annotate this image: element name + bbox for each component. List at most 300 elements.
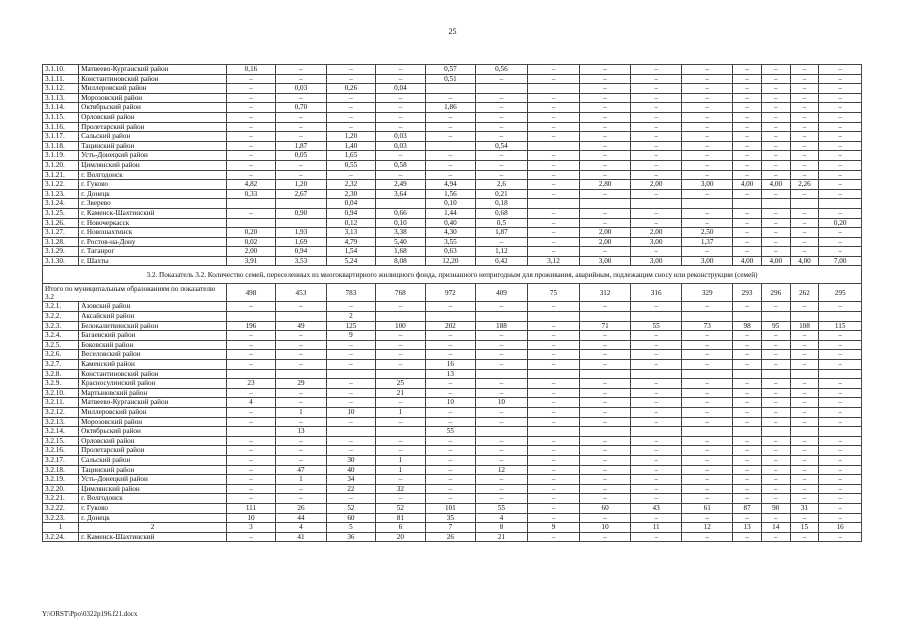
- value-cell: –: [375, 398, 425, 408]
- value-cell: –: [425, 494, 475, 504]
- value-cell: 0,94: [275, 247, 326, 257]
- total-label: Итого по муниципальным образованиям по показателю 3.2: [43, 284, 227, 302]
- row-number: 3.1.22.: [43, 180, 79, 190]
- value-cell: –: [733, 398, 762, 408]
- page-number: 25: [448, 27, 457, 36]
- value-cell: [761, 312, 790, 322]
- table-row: [43, 331, 862, 341]
- value-cell: –: [527, 455, 579, 465]
- value-cell: 2: [326, 312, 375, 322]
- row-name: Пролетарский район: [79, 446, 227, 456]
- value-cell: 0,55: [326, 160, 375, 170]
- value-cell: –: [527, 112, 579, 122]
- value-cell: –: [580, 408, 631, 418]
- value-cell: –: [761, 112, 790, 122]
- value-cell: 0,54: [475, 141, 527, 151]
- total-value: 498: [227, 284, 276, 302]
- value-cell: –: [326, 65, 375, 75]
- value-cell: [580, 427, 631, 437]
- row-number: 3.1.29.: [43, 247, 79, 257]
- value-cell: –: [631, 494, 682, 504]
- value-cell: [475, 84, 527, 94]
- value-cell: –: [527, 247, 579, 257]
- value-cell: –: [682, 408, 733, 418]
- value-cell: –: [275, 331, 326, 341]
- row-name: г. Волгодонск: [79, 170, 227, 180]
- value-cell: 40: [326, 465, 375, 475]
- value-cell: –: [275, 436, 326, 446]
- table-row: [43, 237, 862, 247]
- value-cell: –: [761, 237, 790, 247]
- value-cell: 0,20: [227, 228, 276, 238]
- total-value: 296: [761, 284, 790, 302]
- table-row: [43, 446, 862, 456]
- value-cell: –: [761, 93, 790, 103]
- value-cell: 4,00: [790, 256, 819, 266]
- value-cell: 100: [375, 321, 425, 331]
- value-cell: –: [819, 532, 862, 542]
- value-cell: –: [375, 446, 425, 456]
- row-number: 3.2.15.: [43, 436, 79, 446]
- value-cell: 4,82: [227, 180, 276, 190]
- value-cell: –: [761, 417, 790, 427]
- value-cell: [819, 199, 862, 209]
- value-cell: –: [761, 302, 790, 312]
- value-cell: –: [733, 455, 762, 465]
- value-cell: 29: [275, 379, 326, 389]
- value-cell: –: [275, 398, 326, 408]
- value-cell: [527, 312, 579, 322]
- value-cell: –: [790, 475, 819, 485]
- value-cell: –: [631, 455, 682, 465]
- value-cell: –: [275, 350, 326, 360]
- value-cell: –: [580, 218, 631, 228]
- value-cell: –: [819, 446, 862, 456]
- total-value: 329: [682, 284, 733, 302]
- value-cell: –: [227, 340, 276, 350]
- value-cell: –: [819, 360, 862, 370]
- value-cell: –: [527, 465, 579, 475]
- value-cell: –: [631, 84, 682, 94]
- value-cell: –: [819, 331, 862, 341]
- row-number: 3.2.8.: [43, 369, 79, 379]
- column-number: 6: [375, 523, 425, 533]
- value-cell: –: [475, 122, 527, 132]
- value-cell: 2,6: [475, 180, 527, 190]
- value-cell: –: [275, 417, 326, 427]
- value-cell: –: [527, 331, 579, 341]
- value-cell: –: [580, 360, 631, 370]
- value-cell: –: [227, 388, 276, 398]
- total-value: 409: [475, 284, 527, 302]
- value-cell: –: [819, 379, 862, 389]
- value-cell: 49: [275, 321, 326, 331]
- value-cell: 101: [425, 503, 475, 513]
- value-cell: –: [631, 379, 682, 389]
- row-name: г. Волгодонск: [79, 494, 227, 504]
- value-cell: –: [326, 112, 375, 122]
- value-cell: –: [580, 513, 631, 523]
- value-cell: –: [733, 331, 762, 341]
- row-number: 3.2.19.: [43, 475, 79, 485]
- value-cell: –: [527, 475, 579, 485]
- value-cell: –: [375, 475, 425, 485]
- value-cell: –: [527, 122, 579, 132]
- value-cell: –: [819, 84, 862, 94]
- value-cell: 2,26: [790, 180, 819, 190]
- value-cell: –: [819, 417, 862, 427]
- value-cell: –: [227, 360, 276, 370]
- value-cell: –: [790, 208, 819, 218]
- value-cell: –: [790, 331, 819, 341]
- table-row: [43, 360, 862, 370]
- value-cell: –: [733, 340, 762, 350]
- value-cell: –: [761, 160, 790, 170]
- value-cell: –: [682, 160, 733, 170]
- value-cell: –: [475, 237, 527, 247]
- value-cell: –: [682, 84, 733, 94]
- value-cell: –: [475, 170, 527, 180]
- value-cell: –: [227, 208, 276, 218]
- column-number: 2: [79, 523, 227, 533]
- table-row: [43, 417, 862, 427]
- value-cell: –: [733, 513, 762, 523]
- value-cell: –: [790, 302, 819, 312]
- value-cell: –: [425, 93, 475, 103]
- row-name: Веселовский район: [79, 350, 227, 360]
- table-row: [43, 302, 862, 312]
- column-number: 10: [580, 523, 631, 533]
- value-cell: [375, 427, 425, 437]
- row-name: г. Каменск-Шахтинский: [79, 208, 227, 218]
- value-cell: –: [790, 103, 819, 113]
- value-cell: –: [527, 388, 579, 398]
- value-cell: [375, 312, 425, 322]
- value-cell: –: [733, 532, 762, 542]
- row-name: г. Зверево: [79, 199, 227, 209]
- value-cell: –: [580, 331, 631, 341]
- row-name: Цимлянский район: [79, 160, 227, 170]
- value-cell: –: [790, 65, 819, 75]
- row-name: Усть-Донецкий район: [79, 475, 227, 485]
- value-cell: –: [761, 360, 790, 370]
- value-cell: –: [527, 436, 579, 446]
- value-cell: 12: [475, 465, 527, 475]
- value-cell: –: [682, 360, 733, 370]
- row-name: Миллеровский район: [79, 84, 227, 94]
- table-row: [43, 93, 862, 103]
- value-cell: –: [475, 484, 527, 494]
- row-number: 3.2.1.: [43, 302, 79, 312]
- value-cell: –: [375, 331, 425, 341]
- value-cell: 4,00: [733, 256, 762, 266]
- value-cell: –: [819, 247, 862, 257]
- value-cell: 2,00: [227, 247, 276, 257]
- value-cell: –: [580, 141, 631, 151]
- value-cell: –: [819, 93, 862, 103]
- value-cell: –: [631, 532, 682, 542]
- value-cell: –: [275, 446, 326, 456]
- value-cell: [275, 369, 326, 379]
- value-cell: –: [790, 237, 819, 247]
- value-cell: 1,86: [425, 103, 475, 113]
- value-cell: –: [580, 398, 631, 408]
- value-cell: –: [819, 170, 862, 180]
- value-cell: –: [790, 340, 819, 350]
- table-row: [43, 256, 862, 266]
- value-cell: –: [761, 331, 790, 341]
- table-row: [43, 484, 862, 494]
- value-cell: –: [819, 112, 862, 122]
- value-cell: [733, 427, 762, 437]
- value-cell: –: [227, 455, 276, 465]
- value-cell: [761, 369, 790, 379]
- value-cell: –: [475, 360, 527, 370]
- value-cell: –: [790, 132, 819, 142]
- value-cell: 3,00: [682, 256, 733, 266]
- value-cell: –: [227, 475, 276, 485]
- table-row: [43, 74, 862, 84]
- value-cell: 95: [761, 321, 790, 331]
- value-cell: –: [631, 132, 682, 142]
- value-cell: 0,04: [326, 199, 375, 209]
- value-cell: –: [631, 350, 682, 360]
- value-cell: –: [527, 360, 579, 370]
- value-cell: –: [819, 132, 862, 142]
- value-cell: –: [761, 151, 790, 161]
- value-cell: –: [425, 350, 475, 360]
- value-cell: –: [819, 408, 862, 418]
- value-cell: –: [682, 74, 733, 84]
- row-number: 3.2.22.: [43, 503, 79, 513]
- value-cell: –: [580, 160, 631, 170]
- value-cell: –: [761, 122, 790, 132]
- value-cell: –: [761, 398, 790, 408]
- value-cell: –: [580, 494, 631, 504]
- value-cell: 2,50: [682, 228, 733, 238]
- value-cell: –: [682, 218, 733, 228]
- table-row: [43, 208, 862, 218]
- value-cell: –: [819, 398, 862, 408]
- value-cell: –: [580, 379, 631, 389]
- value-cell: –: [275, 160, 326, 170]
- value-cell: –: [733, 408, 762, 418]
- value-cell: 2,00: [580, 237, 631, 247]
- value-cell: 43: [631, 503, 682, 513]
- value-cell: [580, 312, 631, 322]
- row-number: 3.2.24.: [43, 532, 79, 542]
- value-cell: 0,03: [375, 141, 425, 151]
- value-cell: –: [790, 151, 819, 161]
- value-cell: –: [326, 93, 375, 103]
- value-cell: –: [580, 122, 631, 132]
- footer-file-path: Y:\ORST\Ppo\0322p196.f21.docx: [42, 610, 138, 618]
- value-cell: 3,00: [682, 180, 733, 190]
- row-number: 3.2.11.: [43, 398, 79, 408]
- value-cell: [761, 427, 790, 437]
- value-cell: 0,68: [475, 208, 527, 218]
- value-cell: –: [326, 446, 375, 456]
- value-cell: –: [425, 331, 475, 341]
- value-cell: 5,40: [375, 237, 425, 247]
- value-cell: [375, 199, 425, 209]
- value-cell: –: [733, 388, 762, 398]
- value-cell: –: [761, 455, 790, 465]
- table-row: [43, 503, 862, 513]
- table-row: [43, 112, 862, 122]
- value-cell: [682, 369, 733, 379]
- value-cell: –: [790, 465, 819, 475]
- row-name: г. Новошахтинск: [79, 228, 227, 238]
- row-number: 3.1.19.: [43, 151, 79, 161]
- value-cell: 0,42: [475, 256, 527, 266]
- value-cell: 3,13: [326, 228, 375, 238]
- value-cell: –: [761, 103, 790, 113]
- data-table: [42, 64, 862, 542]
- value-cell: 4,30: [425, 228, 475, 238]
- value-cell: 0,66: [375, 208, 425, 218]
- row-number: 3.1.28.: [43, 237, 79, 247]
- value-cell: –: [682, 455, 733, 465]
- value-cell: [275, 312, 326, 322]
- value-cell: –: [733, 436, 762, 446]
- value-cell: –: [761, 218, 790, 228]
- row-number: 3.2.20.: [43, 484, 79, 494]
- value-cell: –: [580, 208, 631, 218]
- value-cell: –: [761, 475, 790, 485]
- table-row: [43, 398, 862, 408]
- value-cell: –: [475, 112, 527, 122]
- value-cell: –: [375, 112, 425, 122]
- value-cell: –: [375, 417, 425, 427]
- value-cell: –: [682, 65, 733, 75]
- value-cell: 4,00: [733, 180, 762, 190]
- value-cell: [527, 427, 579, 437]
- column-number: 15: [790, 523, 819, 533]
- value-cell: –: [682, 112, 733, 122]
- value-cell: –: [790, 141, 819, 151]
- value-cell: –: [631, 160, 682, 170]
- value-cell: [425, 84, 475, 94]
- value-cell: 115: [819, 321, 862, 331]
- row-name: Тацинский район: [79, 141, 227, 151]
- value-cell: [425, 312, 475, 322]
- value-cell: –: [790, 494, 819, 504]
- table-row: [43, 160, 862, 170]
- value-cell: [326, 369, 375, 379]
- row-number: 3.1.12.: [43, 84, 79, 94]
- value-cell: –: [227, 103, 276, 113]
- value-cell: –: [733, 475, 762, 485]
- value-cell: –: [475, 494, 527, 504]
- value-cell: –: [527, 208, 579, 218]
- value-cell: –: [375, 302, 425, 312]
- value-cell: [275, 199, 326, 209]
- value-cell: 0,10: [425, 199, 475, 209]
- table-row: [43, 84, 862, 94]
- table-row: [43, 132, 862, 142]
- value-cell: –: [580, 350, 631, 360]
- value-cell: 26: [425, 532, 475, 542]
- value-cell: [425, 141, 475, 151]
- value-cell: –: [527, 189, 579, 199]
- value-cell: –: [761, 532, 790, 542]
- value-cell: –: [326, 340, 375, 350]
- value-cell: –: [475, 446, 527, 456]
- value-cell: –: [227, 132, 276, 142]
- value-cell: 8,08: [375, 256, 425, 266]
- value-cell: –: [527, 503, 579, 513]
- row-number: 3.2.2.: [43, 312, 79, 322]
- value-cell: –: [682, 189, 733, 199]
- row-name: г. Донецк: [79, 189, 227, 199]
- value-cell: –: [375, 74, 425, 84]
- value-cell: [227, 369, 276, 379]
- value-cell: –: [580, 340, 631, 350]
- row-number: 3.1.17.: [43, 132, 79, 142]
- value-cell: –: [375, 65, 425, 75]
- value-cell: –: [475, 455, 527, 465]
- value-cell: –: [819, 160, 862, 170]
- value-cell: –: [790, 84, 819, 94]
- value-cell: –: [733, 228, 762, 238]
- total-value: 75: [527, 284, 579, 302]
- row-name: Белокалитвинский район: [79, 321, 227, 331]
- value-cell: –: [227, 151, 276, 161]
- value-cell: 0,90: [275, 208, 326, 218]
- value-cell: –: [631, 340, 682, 350]
- column-number: 4: [275, 523, 326, 533]
- value-cell: –: [227, 484, 276, 494]
- value-cell: 7,00: [819, 256, 862, 266]
- value-cell: 3,00: [580, 256, 631, 266]
- value-cell: –: [819, 302, 862, 312]
- value-cell: –: [819, 74, 862, 84]
- table-row: [43, 103, 862, 113]
- value-cell: –: [275, 170, 326, 180]
- value-cell: –: [227, 494, 276, 504]
- value-cell: –: [631, 112, 682, 122]
- table-row: [43, 455, 862, 465]
- value-cell: 1,44: [425, 208, 475, 218]
- value-cell: 0,04: [375, 84, 425, 94]
- row-number: 3.2.5.: [43, 340, 79, 350]
- value-cell: 1,40: [326, 141, 375, 151]
- row-name: г. Гуково: [79, 180, 227, 190]
- row-name: Октябрьский район: [79, 103, 227, 113]
- value-cell: 3,53: [275, 256, 326, 266]
- value-cell: –: [761, 350, 790, 360]
- value-cell: –: [733, 84, 762, 94]
- value-cell: [790, 369, 819, 379]
- value-cell: –: [631, 208, 682, 218]
- value-cell: –: [527, 398, 579, 408]
- value-cell: 1,69: [275, 237, 326, 247]
- value-cell: 4: [227, 398, 276, 408]
- value-cell: [631, 427, 682, 437]
- row-name: г. Шахты: [79, 256, 227, 266]
- row-number: 3.2.10.: [43, 388, 79, 398]
- value-cell: –: [761, 132, 790, 142]
- value-cell: –: [682, 465, 733, 475]
- value-cell: [631, 312, 682, 322]
- value-cell: 1: [275, 475, 326, 485]
- column-number: 16: [819, 523, 862, 533]
- value-cell: –: [275, 74, 326, 84]
- value-cell: 1,20: [326, 132, 375, 142]
- value-cell: –: [275, 112, 326, 122]
- value-cell: 60: [580, 503, 631, 513]
